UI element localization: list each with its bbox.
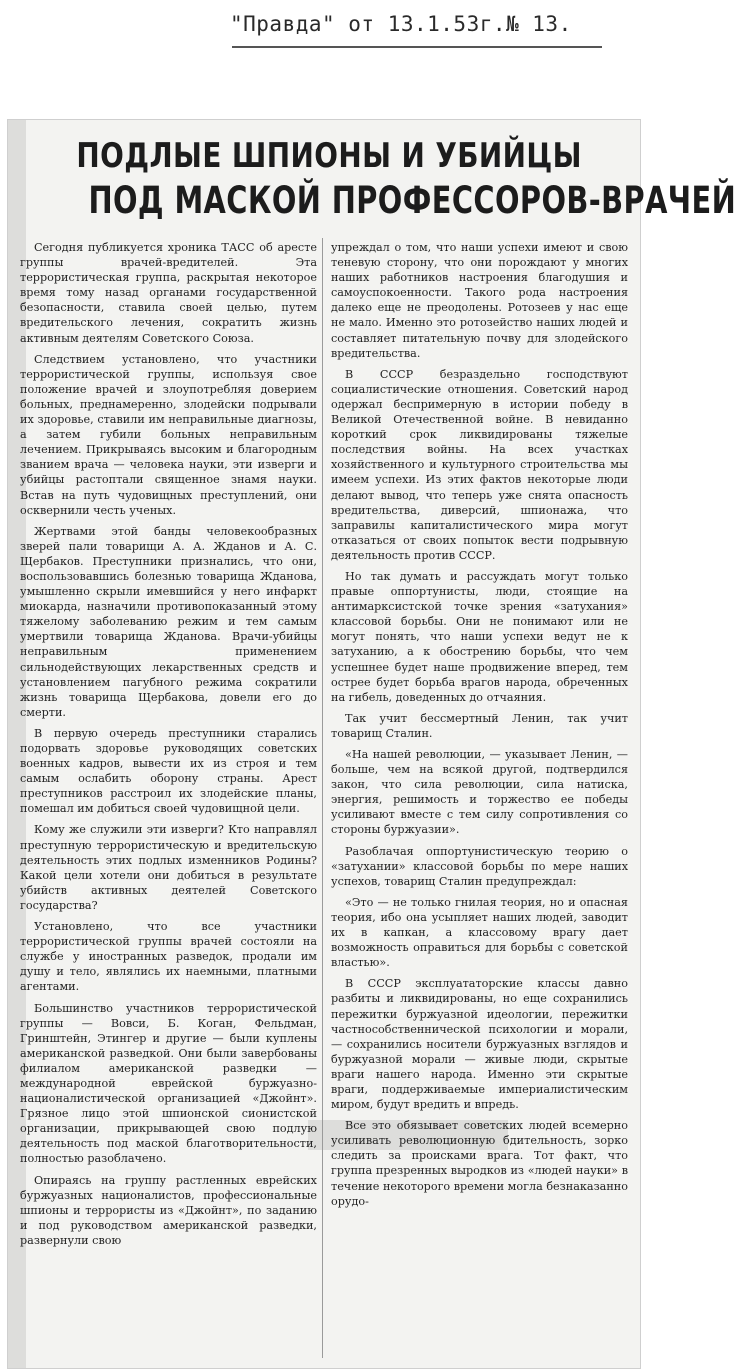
paragraph: Сегодня публикуется хроника ТАСС об аресте группы врачей-вредителей. Эта террористическая группа, раскрытая некоторое время тому назад органами государственной безопасности, ставила своей целью, путем вредительского лечения, сократить жизнь активным деятелям Советского Союза. xyxy=(20,241,317,345)
clipping-note: "Правда" от 13.1.53г.№ 13. xyxy=(230,12,572,36)
left-column xyxy=(20,240,317,1254)
paragraph: Разоблачая оппортунистическую теорию о «затухании» классовой борьбы по мере наших успехов, товарищ Сталин предупреждал: xyxy=(331,844,628,888)
paragraph: Так учит бессмертный Ленин, так учит товарищ Сталин. xyxy=(331,711,628,740)
paragraph: Все это обязывает советских людей всемерно усиливать революционную бдительность, зорко следить за происками врага. Тот факт, что группа презренных выродков из «людей науки» в течение некоторого времени могла безнаказанно орудо- xyxy=(331,1119,628,1208)
paragraph: «Это — не только гнилая теория, но и опасная теория, ибо она усыпляет наших людей, заводит их в капкан, а классовому врагу дает возможность оправиться для борьбы с советской властью». xyxy=(331,895,628,970)
paragraph: Но так думать и рассуждать могут только правые оппортунисты, люди, стоящие на антимарксистской точке зрения «затухания» классовой борьбы. Они не понимают или не могут понять, что наши успехи ведут не к затуханию, а к обострению борьбы, что чем успешнее будет наше продвижение вперед, тем острее будет борьба врагов народа, обреченных на гибель, доведенных до отчаяния. xyxy=(331,569,628,704)
right-column xyxy=(331,240,628,1254)
paragraph: Установлено, что все участники террористической группы врачей состояли на службе у иностранных разведок, продали им душу и тело, являлись их наемными, платными агентами. xyxy=(20,920,317,994)
article-body xyxy=(20,240,628,1254)
article-headline xyxy=(22,134,736,224)
paragraph: Кому же служили эти изверги? Кто направлял преступную террористическую и вредительскую деятельность этих подлых изменников Родины? Какой цели хотели они добиться в результате убийств активных деятелей Советского государства? xyxy=(20,823,317,912)
paragraph: В СССР эксплуататорские классы давно разбиты и ликвидированы, но еще сохранились пережитки буржуазной идеологии, пережитки частнособственнической психологии и морали, — сохранились носители буржуазных взглядов и буржуазной морали — живые люди, скрытые враги нашего народа. Именно эти скрытые враги, поддерживаемые империалистическим миром, будут вредить и впредь. xyxy=(331,977,628,1112)
paragraph: Жертвами этой банды человекообразных зверей пали товарищи А. А. Жданов и А. С. Щербаков. Преступники признались, что они, воспользовавшись болезнью товарища Жданова, умышленно скрыли имевшийся у него инфаркт миокарда, назначили противопоказанный этому тяжелому заболеванию режим и тем самым умертвили товарища Жданова. Врачи-убийцы неправильным применением сильнодействующих лекарственных средств и установлением пагубного режима сократили жизнь товарища Щербакова, довели его до смерти. xyxy=(20,524,317,719)
paragraph: Большинство участников террористической группы — Вовси, Б. Коган, Фельдман, Гринштейн, Этингер и другие — были куплены американской разведкой. Они были завербованы филиалом американской разведки — международной еврейской буржуазно-националистической организацией «Джойнт». Грязное лицо этой шпионской сионистской организации, прикрывающей свою подлую деятельность под маской благотворительности, полностью разоблачено. xyxy=(20,1001,317,1166)
clipping-note-underline xyxy=(232,46,602,48)
headline-line-1: ПОДЛЫЕ ШПИОНЫ И УБИЙЦЫ xyxy=(76,136,582,176)
paragraph: «На нашей революции, — указывает Ленин, — больше, чем на всякой другой, подтвердился закон, что сила революции, сила натиска, энергия, решимость и торжество ее победы усиливают вместе с тем силу сопротивления со стороны буржуазии». xyxy=(331,748,628,837)
paragraph: Опираясь на группу растленных еврейских буржуазных националистов, профессиональные шпионы и террористы из «Джойнт», по заданию и под руководством американской разведки, развернули свою xyxy=(20,1173,317,1247)
newspaper-clipping xyxy=(8,120,736,1368)
headline-line-2: ПОД МАСКОЙ ПРОФЕССОРОВ-ВРАЧЕЙ xyxy=(88,179,736,222)
paragraph: Следствием установлено, что участники террористической группы, используя свое положение врачей и злоупотребляя доверием больных, преднамеренно, злодейски подрывали их здоровье, ставили им неправильные диагнозы, а затем губили больных неправильным лечением. Прикрываясь высоким и благородным званием врача — человека науки, эти изверги и убийцы растоптали священное знамя науки. Встав на путь чудовищных преступлений, они осквернили честь ученых. xyxy=(20,352,317,517)
paragraph: В первую очередь преступники старались подорвать здоровье руководящих советских военных кадров, вывести их из строя и тем самым ослабить оборону страны. Арест преступников расстроил их злодейские планы, помешал им добиться своей чудовищной цели. xyxy=(20,726,317,816)
paragraph: упреждал о том, что наши успехи имеют и свою теневую сторону, что они порождают у многих наших работников настроения благодушия и самоуспокоенности. Такого рода настроения далеко еще не преодолены. Ротозеев у нас еще не мало. Именно это ротозейство наших людей и составляет питательную почву для злодейского вредительства. xyxy=(331,241,628,360)
paragraph: В СССР безраздельно господствуют социалистические отношения. Советский народ одержал беспримерную в истории победу в Великой Отечественной войне. В невиданно короткий срок ликвидированы тяжелые последствия войны. На всех участках хозяйственного и культурного строительства мы имеем успехи. Из этих фактов некоторые люди делают вывод, что теперь уже снята опасность вредительства, диверсий, шпионажа, что заправилы капиталистического мира могут отказаться от своих попыток вести подрывную деятельность против СССР. xyxy=(331,367,628,562)
